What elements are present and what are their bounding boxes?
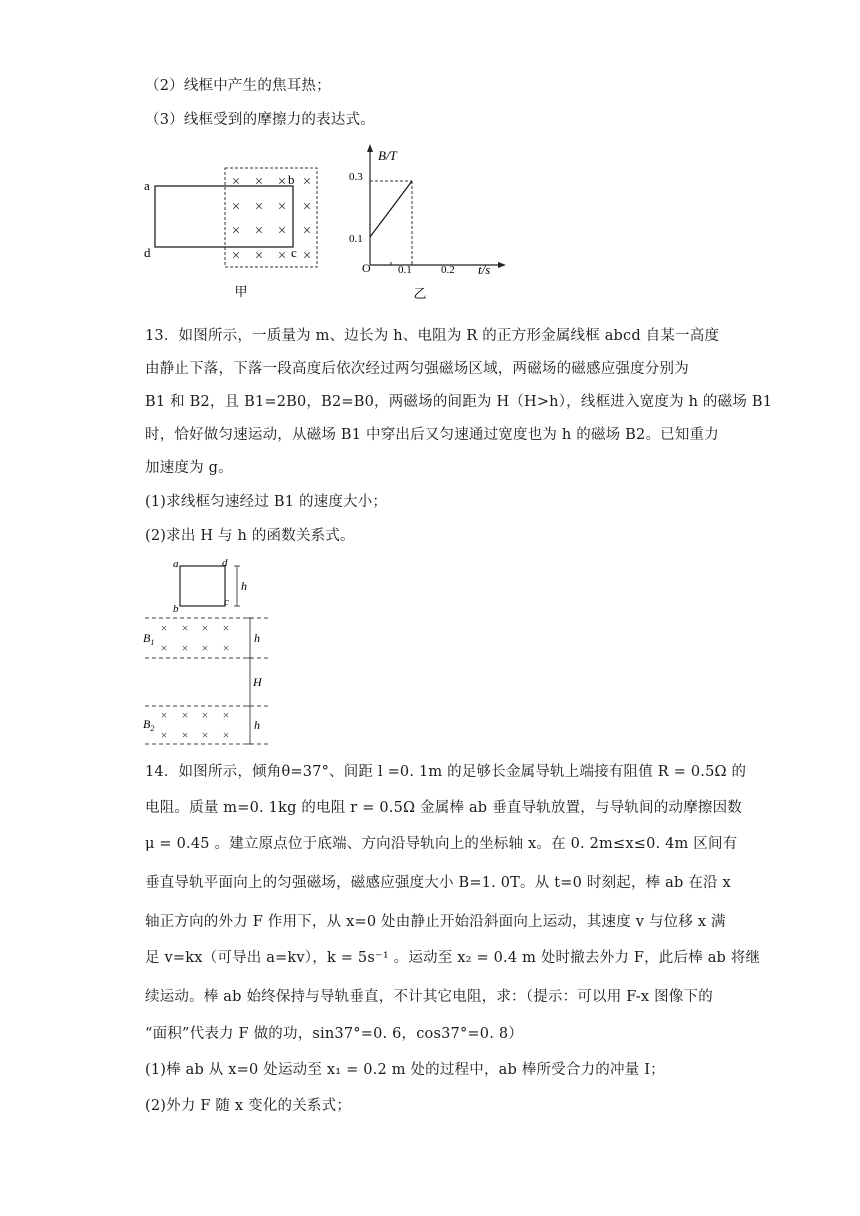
svg-text:×: × [302,199,312,215]
q14-sub1: (1)棒 ab 从 x=0 处运动至 x₁ = 0.2 m 处的过程中，ab 棒所受合力的冲量 I； [145,1062,665,1078]
q14-line6: 足 v=kx（可导出 a=kv），k = 5s⁻¹ 。运动至 x₂ = 0.4 m 处时撤去外力 F，此后棒 ab 将继 [145,950,761,966]
svg-text:×: × [201,641,209,655]
svg-text:×: × [254,248,264,264]
q14-sub2: (2)外力 F 随 x 变化的关系式； [145,1098,352,1114]
series-line [370,181,412,237]
svg-text:d: d [222,557,228,569]
x-tick-label-0.2: 0.2 [441,264,455,276]
svg-text:H: H [253,675,262,689]
svg-text:×: × [254,223,264,239]
y-axis-label: B/T [378,148,397,163]
q14-line4: 垂直导轨平面向上的匀强磁场，磁感应强度大小 B=1. 0T。从 t=0 时刻起，棒 ab 在沿 x [145,875,731,891]
wire-frame [155,186,293,247]
svg-text:×: × [254,174,264,190]
svg-text:×: × [231,199,241,215]
svg-text:×: × [231,174,241,190]
x-axis-label: t/s [478,262,491,277]
svg-text:×: × [222,708,230,722]
figure-yi-chart [340,142,510,302]
svg-text:h: h [254,631,260,645]
figure-13 [140,556,275,748]
svg-text:×: × [181,641,189,655]
q14-line2: 电阻。质量 m=0. 1kg 的电阻 r = 0.5Ω 金属棒 ab 垂直导轨放置，与导轨间的动摩擦因数 [145,800,742,816]
q14-line3: μ = 0.45 。建立原点位于底端、方向沿导轨向上的坐标轴 x。在 0. 2m≤x≤0. 4m 区间有 [145,836,738,852]
label-a: a [144,178,150,193]
svg-text:×: × [277,248,287,264]
svg-text:×: × [160,621,168,635]
label-b: b [288,172,295,187]
svg-text:×: × [181,708,189,722]
q14-line8: “面积”代表力 F 做的功，sin37°=0. 6，cos37°=0. 8） [145,1026,523,1042]
x-axis-arrow [498,262,506,268]
label-c: c [291,245,297,260]
svg-text:×: × [231,248,241,264]
label-d: d [144,245,151,260]
svg-text:h: h [254,718,260,732]
q12-part2: （2）线框中产生的焦耳热； [145,78,331,94]
q13-line5: 加速度为 g。 [145,460,233,476]
q13-sub2: (2)求出 H 与 h 的函数关系式。 [145,528,355,544]
svg-text:×: × [222,621,230,635]
y-tick-label-0.1: 0.1 [349,233,363,245]
svg-text:×: × [201,708,209,722]
label-B2: $B_2$ [143,717,155,733]
svg-text:×: × [277,223,287,239]
svg-text:h: h [241,579,247,593]
figure-jia [138,160,328,300]
svg-text:×: × [302,174,312,190]
origin-label: O [362,261,371,275]
svg-text:a: a [173,558,179,570]
caption-yi: 乙 [413,286,427,301]
svg-text:×: × [277,199,287,215]
svg-text:×: × [302,223,312,239]
svg-text:×: × [222,728,230,742]
y-axis-arrow [367,144,373,152]
q12-part3: （3）线框受到的摩擦力的表达式。 [145,112,375,128]
svg-text:×: × [160,708,168,722]
x-tick-label-0.1: 0.1 [398,264,412,276]
q13-line1: 13．如图所示，一质量为 m、边长为 h、电阻为 R 的正方形金属线框 abcd 自某一高度 [145,328,720,344]
svg-text:×: × [231,223,241,239]
svg-text:×: × [160,728,168,742]
svg-text:×: × [181,621,189,635]
caption-jia: 甲 [234,284,248,299]
svg-text:×: × [201,728,209,742]
svg-text:×: × [181,728,189,742]
svg-text:×: × [277,174,287,190]
svg-text:×: × [222,641,230,655]
q13-line3: B1 和 B2，且 B1=2B0，B2=B0，两磁场的间距为 H（H>h），线框进入宽度为 h 的磁场 B1 [145,394,773,410]
y-tick-label-0.3: 0.3 [349,171,363,183]
svg-text:×: × [302,248,312,264]
svg-text:b: b [173,603,179,615]
q14-line1: 14．如图所示，倾角θ=37°、间距 l =0. 1m 的足够长金属导轨上端接有阻值 R = 0.5Ω 的 [145,764,747,780]
square-frame [180,566,225,606]
q13-line4: 时，恰好做匀速运动，从磁场 B1 中穿出后又匀速通过宽度也为 h 的磁场 B2。已知重力 [145,427,719,443]
q14-line7: 续运动。棒 ab 始终保持与导轨垂直，不计其它电阻，求：（提示：可以用 F-x 图像下的 [145,989,713,1005]
label-B1: $B_1$ [143,631,155,647]
svg-text:c: c [224,596,229,608]
q13-line2: 由静止下落，下落一段高度后依次经过两匀强磁场区域，两磁场的磁感应强度分别为 [145,361,689,377]
svg-text:×: × [201,621,209,635]
q13-sub1: (1)求线框匀速经过 B1 的速度大小； [145,494,388,510]
field-crosses [232,174,311,264]
svg-text:×: × [160,641,168,655]
svg-text:×: × [254,199,264,215]
q14-line5: 轴正方向的外力 F 作用下，从 x=0 处由静止开始沿斜面向上运动，其速度 v 与位移 x 满 [145,914,726,930]
